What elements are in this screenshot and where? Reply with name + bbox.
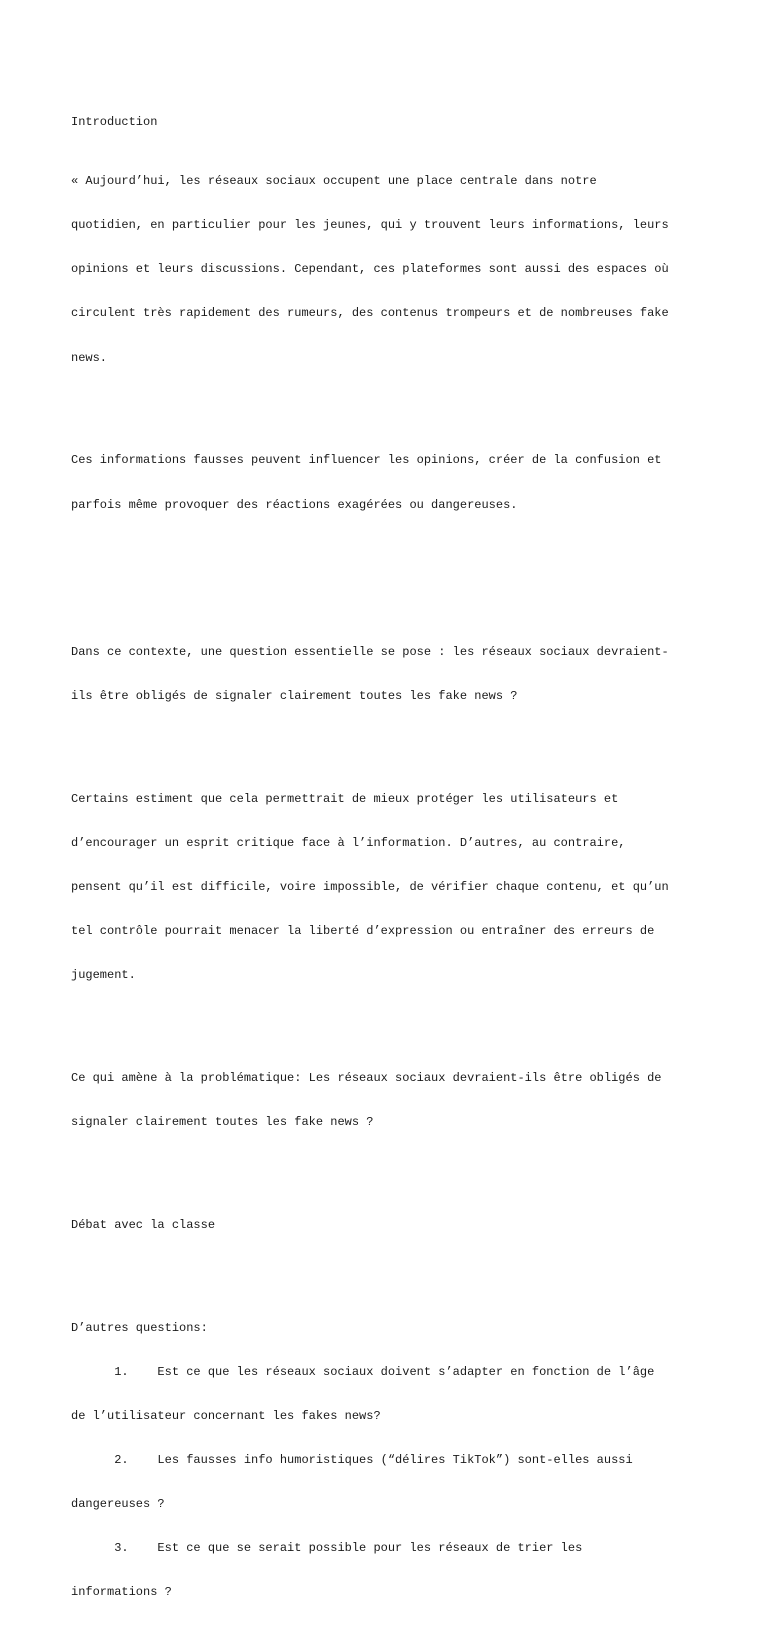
intro-line: « Aujourd’hui, les réseaux sociaux occupent une place centrale dans notre <box>71 174 597 189</box>
paragraph-4-line: jugement. <box>71 967 136 982</box>
intro-line: quotidien, en particulier pour les jeunes, qui y trouvent leurs informations, leurs <box>71 218 669 233</box>
paragraph-4-line: pensent qu’il est difficile, voire impossible, de vérifier chaque contenu, et qu’un <box>71 879 669 894</box>
blank-line <box>71 586 711 601</box>
intro-line: opinions et leurs discussions. Cependant, ces plateformes sont aussi des espaces où <box>71 262 669 277</box>
debate-line: Débat avec la classe <box>71 1217 216 1232</box>
question-line: 3. Est ce que se serait possible pour les réseaux de trier les <box>71 1541 583 1556</box>
blank-line <box>71 1159 711 1174</box>
paragraph-4-line: tel contrôle pourrait menacer la liberté d’expression ou entraîner des erreurs de <box>71 923 655 938</box>
blank-line <box>71 1262 711 1277</box>
paragraph-2-line: parfois même provoquer des réactions exagérées ou dangereuses. <box>71 497 518 512</box>
blank-line <box>71 542 711 557</box>
blank-line <box>71 395 711 410</box>
paragraph-4-line: Certains estiment que cela permettrait de mieux protéger les utilisateurs et <box>71 791 619 806</box>
question-line: 2. Les fausses info humoristiques (“délires TikTok”) sont-elles aussi <box>71 1452 633 1467</box>
document-body <box>71 86 711 1629</box>
heading-introduction: Introduction <box>71 115 158 130</box>
blank-line <box>71 733 711 748</box>
paragraph-2-line: Ces informations fausses peuvent influencer les opinions, créer de la confusion et <box>71 453 662 468</box>
question-line: de l’utilisateur concernant les fakes news? <box>71 1408 381 1423</box>
intro-line: circulent très rapidement des rumeurs, des contenus trompeurs et de nombreuses fake <box>71 306 669 321</box>
question-line: informations ? <box>71 1585 172 1600</box>
problematique-line: Ce qui amène à la problématique: Les réseaux sociaux devraient-ils être obligés de <box>71 1070 662 1085</box>
questions-heading: D’autres questions: <box>71 1320 208 1335</box>
paragraph-3-line: Dans ce contexte, une question essentielle se pose : les réseaux sociaux devraient- <box>71 644 669 659</box>
problematique-line: signaler clairement toutes les fake news ? <box>71 1114 374 1129</box>
paragraph-4-line: d’encourager un esprit critique face à l’information. D’autres, au contraire, <box>71 835 626 850</box>
question-line: 1. Est ce que les réseaux sociaux doivent s’adapter en fonction de l’âge <box>71 1364 655 1379</box>
paragraph-3-line: ils être obligés de signaler clairement toutes les fake news ? <box>71 688 518 703</box>
question-line: dangereuses ? <box>71 1497 165 1512</box>
intro-line: news. <box>71 350 108 365</box>
blank-line <box>71 1012 711 1027</box>
